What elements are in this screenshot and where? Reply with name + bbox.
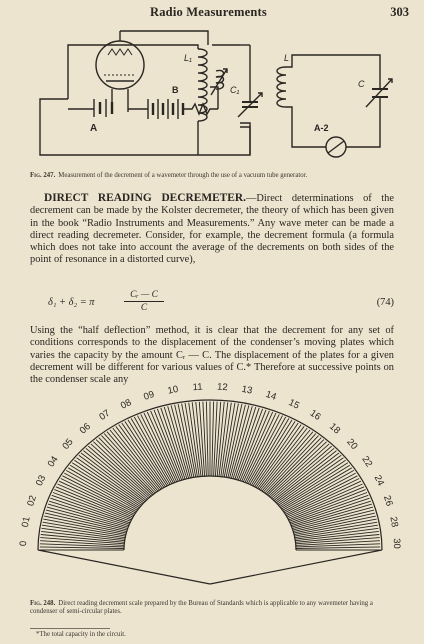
fig248-caption xyxy=(30,600,400,616)
scale-base-right xyxy=(210,550,382,584)
label-a: A xyxy=(90,123,98,134)
formula-lhs: δ₁ + δ₂ = π xyxy=(48,297,95,308)
formula-fraction xyxy=(124,290,164,313)
scale-tick xyxy=(296,547,380,549)
label-l: L xyxy=(284,53,290,63)
paragraph-direct-reading xyxy=(30,192,394,267)
fig247-caption-text: Measurement of the decrement of a wavemeter through the use of a vacuum tube generator. xyxy=(58,172,308,179)
page-number: 303 xyxy=(390,5,409,19)
scale-label: 10 xyxy=(166,383,180,397)
scale-tick xyxy=(154,410,182,480)
scale-base-left xyxy=(38,550,210,584)
scale-tick xyxy=(168,406,189,478)
label-l1: L₁ xyxy=(184,53,192,63)
scale-label: 06 xyxy=(77,421,93,437)
footnote: *The total capacity in the circuit. xyxy=(36,631,126,638)
fig247-caption xyxy=(30,172,400,180)
scale-label: 08 xyxy=(118,397,134,412)
scale-label: 07 xyxy=(97,407,113,423)
running-title: Radio Measurements xyxy=(150,5,267,19)
scale-label: 04 xyxy=(45,454,61,470)
scale-label: 02 xyxy=(25,494,39,508)
scale-tick xyxy=(212,402,214,477)
section-heading: DIRECT READING DECREMETER. xyxy=(44,192,246,204)
scale-label: 05 xyxy=(60,436,76,452)
scale-label: 20 xyxy=(344,436,360,452)
scale-tick xyxy=(40,547,124,549)
scale-tick xyxy=(45,513,127,532)
scale-tick xyxy=(238,410,266,480)
scale-label: 11 xyxy=(192,381,203,394)
fig247-caption-number: Fig. 247. xyxy=(30,172,56,179)
equation-number: (74) xyxy=(376,297,394,308)
circuit-diagram-fig247 xyxy=(28,27,398,167)
paragraph-1-text: —Direct determinations of the decrement can be made by the Kolster decremeter, the theory of which has been given in the book “Radio Instruments and Measurements.” Any wave meter can be made a direct reading decremeter. Consider, for example, the decrement formula (a formula which does not take into account the average of the decrements on both sides of the point of resonance in a distorted curve), xyxy=(30,193,394,266)
scale-label: 13 xyxy=(240,383,254,397)
fig248-caption-text: Direct reading decrement scale prepared by the Bureau of Standards which is applicable to any wavemeter having a condenser of semi-circular plates. xyxy=(30,600,373,615)
scale-label: 03 xyxy=(33,473,49,488)
label-b: B xyxy=(172,85,179,95)
page-header xyxy=(0,5,424,21)
scale-label: 01 xyxy=(19,515,33,529)
scale-tick xyxy=(231,406,252,478)
scale-tick xyxy=(293,513,375,532)
scale-label: 28 xyxy=(387,515,401,529)
scale-label: 30 xyxy=(390,537,403,550)
scale-label: 18 xyxy=(327,421,343,437)
scale-label: 09 xyxy=(142,389,156,403)
scale-label: 24 xyxy=(371,473,387,488)
formula-numerator: Cᵣ — C xyxy=(124,290,164,302)
scale-label: 16 xyxy=(307,407,323,423)
scale-label: 14 xyxy=(264,389,278,403)
scale-tick xyxy=(206,402,208,477)
decrement-scale-fig248 xyxy=(18,372,403,594)
scale-ticks xyxy=(40,402,381,551)
label-c1: C₁ xyxy=(230,85,240,95)
scale-label: 15 xyxy=(286,397,302,412)
label-a2: A-2 xyxy=(314,123,329,133)
scale-label: 0 xyxy=(18,540,30,547)
footnote-rule xyxy=(30,628,110,629)
scale-label: 12 xyxy=(216,381,229,394)
scale-label: 22 xyxy=(359,454,375,470)
formula-denominator: C xyxy=(140,303,148,313)
paragraph-half-deflection: Using the “half deflection” method, it is clear that the decrement for any set of conditions corresponds to the displacement of the condenser’s moving plates which varies the capacity by the amount Cᵣ — C. The displacement of the plates for a given decrement will be different for various values of C.* Therefore at successive points on the condenser scale any xyxy=(30,325,394,386)
decrement-formula xyxy=(30,290,394,316)
scale-label: 26 xyxy=(381,494,395,508)
fig248-caption-number: Fig. 248. xyxy=(30,600,56,607)
label-c: C xyxy=(358,79,365,89)
